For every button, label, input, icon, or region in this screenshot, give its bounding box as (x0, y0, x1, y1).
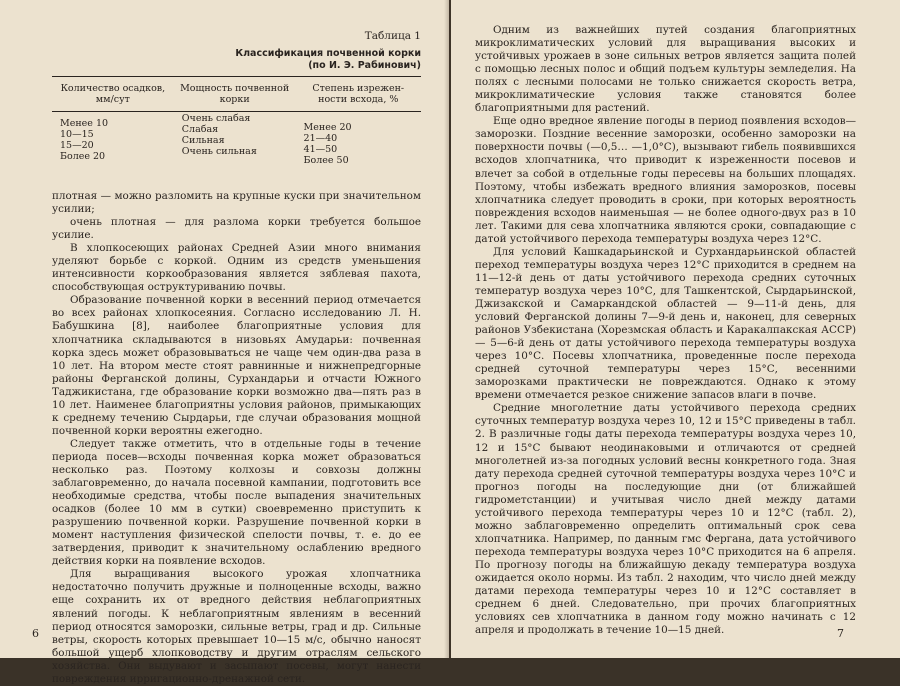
table-cell: 15—20 (60, 140, 94, 151)
left-page (0, 0, 449, 685)
table-header-row (52, 77, 421, 112)
paragraph: очень плотная — для разлома корки требуется большое усилие. (52, 216, 421, 242)
thinning-degree-column (296, 112, 421, 167)
page-number: 6 (32, 627, 39, 640)
table-cell: Более 20 (60, 151, 106, 162)
paragraph: В хлопкосеющих районах Средней Азии много внимания уделяют борьбе с коркой. Одним из средств уменьшения интенсивности коркообразования является зяблевая пахота, способствующая оструктуриванию почвы. (52, 242, 421, 294)
crust-classification-table (52, 76, 421, 166)
table-cell: Слабая (181, 124, 219, 135)
table-body-row (52, 112, 421, 167)
crust-thickness-column (174, 112, 296, 167)
table-cell: Сильная (181, 135, 225, 146)
right-page-text (475, 24, 856, 637)
table-cell: Менее 20 (303, 122, 352, 133)
header-precipitation: Количество осадков, мм/сут (52, 77, 174, 112)
table-cell: 21—40 (303, 133, 338, 144)
page-number: 7 (837, 627, 844, 640)
precipitation-column (52, 112, 174, 167)
table-cell: 10—15 (60, 129, 94, 140)
paragraph: плотная — можно разломить на крупные куски при значительном усилии; (52, 190, 421, 216)
table-title-line2: (по И. Э. Рабинович) (308, 60, 421, 71)
table-cell: Очень слабая (181, 113, 251, 124)
paragraph: Еще одно вредное явление погоды в период появления всходов—заморозки. Поздние весенние заморозки, особенно заморозки на поверхности почвы (—0,5… —1,0°С), вызывают гибель появившихся всходов хлопчатника, что приводит к изреженности посевов и влечет за собой в отдельные годы пересевы на больших площадях. Поэтому, чтобы избежать вредного влияния заморозков, посевы хлопчатника следует проводить в сроки, при которых вероятность повреждения всходов наименьшая — не более одного-двух раз в 10 лет. Такими для сева хлопчатника являются сроки, совпадающие с датой устойчивого перехода температуры воздуха через 12°С. (475, 115, 856, 245)
table-cell: Менее 10 (60, 118, 109, 129)
paragraph: Для условий Кашкадарьинской и Сурхандарьинской областей переход температуры воздуха через 12°С приходится в среднем на 11—12-й день от даты устойчивого перехода средних суточных температур воздуха через 10°С, для Ташкентской, Сырдарьинской, Джизакской и Самаркандской областей — 9—11-й день, для условий Ферганской долины 7—9-й день и, наконец, для северных районов Узбекистана (Хорезмская область и Каракалпакская АССР) — 5—6-й день от даты устойчивого перехода температуры воздуха через 10°С. Посевы хлопчатника, проведенные после перехода средней суточной температуры через 15°С, весенними заморозками практически не повреждаются. Однако к этому времени отмечается резкое снижение запасов влаги в почве. (475, 245, 856, 402)
right-page (451, 0, 900, 658)
paragraph: Средние многолетние даты устойчивого перехода средних суточных температур воздуха через 10, 12 и 15°С приведены в табл. 2. В различные годы даты перехода температуры воздуха через 10, 12 и 15°С бывают неодинаковыми и отличаются от средней многолетней из-за погодных условий весны конкретного года. Зная дату перехода средней суточной температуры воздуха через 10°С и прогноз погоды на последующие дни (от ближайшей гидрометстанции) и учитывая число дней между датами устойчивого перехода температуры через 10 и 12°С (табл. 2), можно заблаговременно определить оптимальный срок сева хлопчатника. Например, по данным гмс Фергана, дата устойчивого перехода температуры воздуха через 10°С приходится на 6 апреля. По прогнозу погоды на ближайшую декаду температура воздуха ожидается около нормы. Из табл. 2 находим, что число дней между датами перехода температуры через 10 и 12°С составляет в среднем 6 дней. Следовательно, при прочих благоприятных условиях сев хлопчатника в данном году можно начинать с 12 апреля и продолжать в течение 10—15 дней. (475, 402, 856, 637)
table-title-line1: Классификация почвенной корки (235, 48, 421, 59)
header-crust-thickness: Мощность почвенной корки (174, 77, 296, 112)
paragraph: Следует также отметить, что в отдельные годы в течение периода посев—всходы почвенная корка может образоваться несколько раз. Поэтому колхозы и совхозы должны заблаговременно, до начала посевной кампании, подготовить все необходимые средства, чтобы после выпадения значительных осадков (более 10 мм в сутки) своевременно приступить к разрушению почвенной корки. Разрушение почвенной корки в момент наступления физической спелости почвы, т. е. до ее затвердения, приводит к значительному ослаблению вредного действия корки на появление всходов. (52, 437, 421, 568)
paragraph: Одним из важнейших путей создания благоприятных микроклиматических условий для выращивания высоких и устойчивых урожаев в зоне сильных ветров является защита полей с помощью лесных полос и общий подъем культуры земледелия. На полях с лесными полосами не только снижается скорость ветра, микроклиматические условия также становятся более благоприятными для растений. (475, 24, 856, 115)
table-number: Таблица 1 (364, 30, 421, 42)
table-cell: 41—50 (303, 144, 338, 155)
header-thinning-degree: Степень изрежен-ности всхода, % (296, 77, 421, 112)
left-page-text (52, 190, 421, 686)
table-cell: Более 50 (303, 155, 349, 166)
paragraph: Для выращивания высокого урожая хлопчатника недостаточно получить дружные и полноценные всходы, важно еще сохранить их от вредного действия неблагоприятных явлений погоды. К неблагоприятным явлениям в весенний период относятся заморозки, сильные ветры, град и др. Сильные ветры, скорость которых превышает 10—15 м/с, обычно наносят большой ущерб хлопководству и другим отраслям сельского хозяйства. Они выдувают и засыпают посевы, могут нанести повреждения ирригационно-дренажной сети. (52, 568, 421, 685)
table-title (52, 48, 421, 72)
paragraph: Образование почвенной корки в весенний период отмечается во всех районах хлопкосеяния. Согласно исследованию Л. Н. Бабушкина [8], наиболее благоприятные условия для хлопчатника складываются в низовьях Амударьи: почвенная корка здесь может образовываться не чаще чем один-два раза в 10 лет. На втором месте стоят равнинные и нижнепредгорные районы Ферганской долины, Сурхандарьи и отчасти Южного Таджикистана, где образование корки возможно два—пять раз в 10 лет. Наименее благоприятны условия районов, примыкающих к среднему течению Сырдарьи, где случаи образования мощной почвенной корки вероятны ежегодно. (52, 294, 421, 437)
table-cell: Очень сильная (181, 146, 257, 157)
